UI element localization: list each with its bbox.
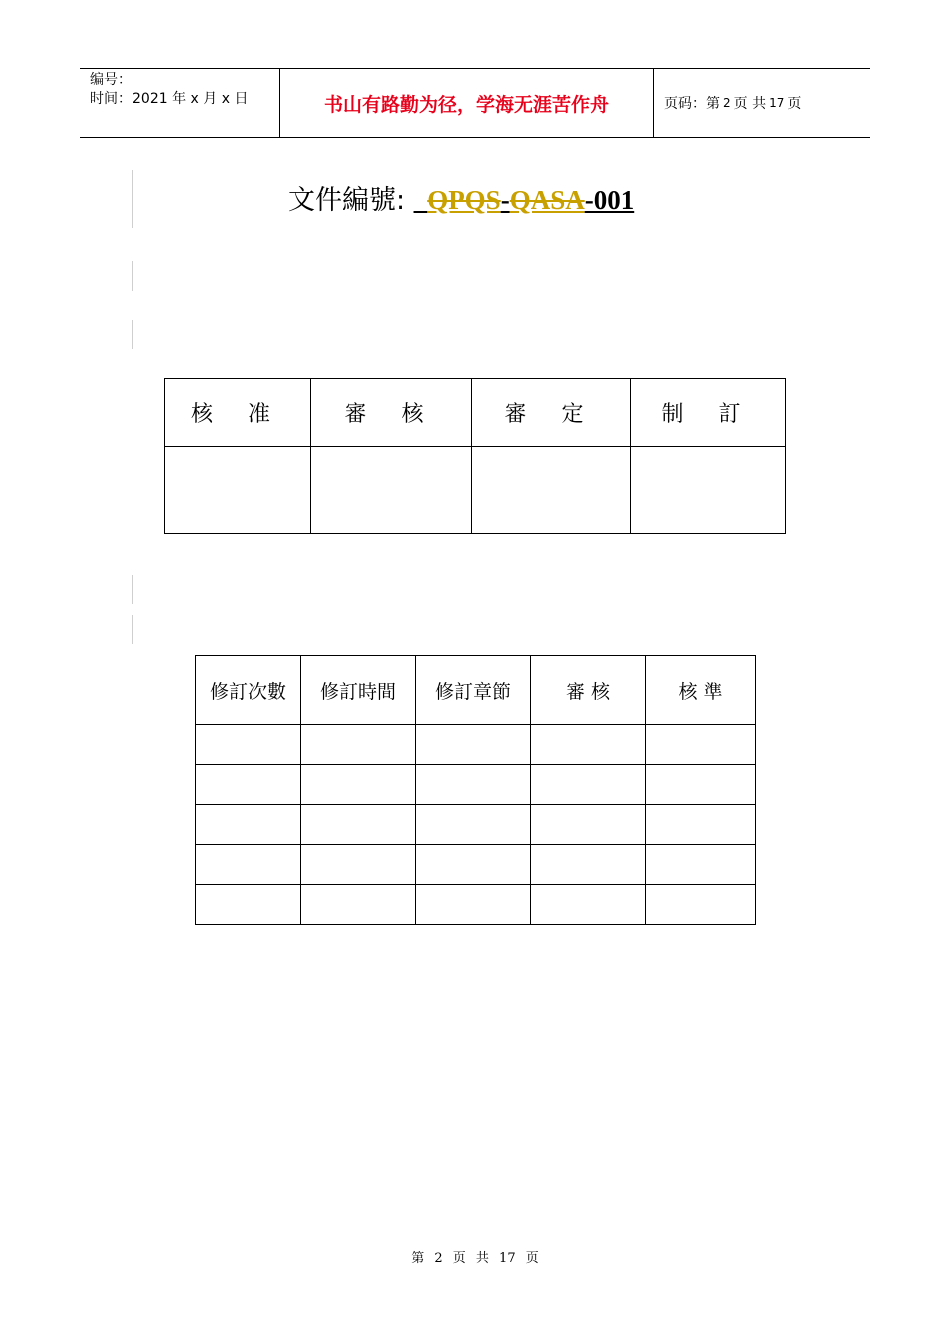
- revision-cell: [646, 845, 756, 885]
- approval-cell: [165, 447, 311, 534]
- revision-cell: [196, 725, 301, 765]
- document-number: [288, 183, 634, 218]
- code-suffix: -001: [584, 185, 635, 215]
- revision-cell: [196, 765, 301, 805]
- approval-cell: [311, 447, 472, 534]
- margin-mark: [132, 575, 133, 604]
- revision-cell: [301, 725, 416, 765]
- revision-cell: [416, 765, 531, 805]
- approval-header: 審 核: [311, 379, 472, 447]
- header-meta: [80, 69, 280, 137]
- revision-cell: [531, 765, 646, 805]
- revision-cell: [416, 885, 531, 925]
- approval-table: [164, 378, 786, 534]
- margin-mark: [132, 615, 133, 644]
- revision-cell: [531, 725, 646, 765]
- revision-cell: [301, 845, 416, 885]
- approval-cell: [631, 447, 786, 534]
- revision-cell: [416, 845, 531, 885]
- page-label: 页码：第: [664, 96, 720, 112]
- revision-cell: [301, 805, 416, 845]
- approval-header: 審 定: [472, 379, 631, 447]
- time-label: 时间：2021 年 x 月 x 日: [90, 91, 249, 107]
- code-part-b: QASA: [509, 185, 585, 215]
- revision-cell: [301, 765, 416, 805]
- revision-cell: [646, 765, 756, 805]
- approval-header: 核 准: [165, 379, 311, 447]
- number-label: 编号：: [90, 72, 132, 88]
- revision-cell: [531, 845, 646, 885]
- header-motto: 书山有路勤为径，学海无涯苦作舟: [323, 93, 609, 116]
- revision-cell: [416, 805, 531, 845]
- revision-cell: [531, 885, 646, 925]
- margin-mark: [132, 170, 133, 228]
- revision-cell: [196, 885, 301, 925]
- revision-table: [195, 655, 756, 925]
- approval-header: 制 訂: [631, 379, 786, 447]
- revision-cell: [531, 805, 646, 845]
- revision-header: 修訂時間: [301, 656, 416, 725]
- page-total: 17: [769, 96, 785, 110]
- header-page-info: [654, 69, 870, 137]
- header-motto-cell: [280, 69, 654, 137]
- approval-cell: [472, 447, 631, 534]
- page-end: 页: [787, 96, 802, 112]
- revision-cell: [646, 805, 756, 845]
- revision-cell: [646, 725, 756, 765]
- revision-header: 核 準: [646, 656, 756, 725]
- page-current: 2: [723, 96, 731, 110]
- document-number-label: 文件編號:: [288, 185, 414, 216]
- page-footer: 第 2 页 共 17 页: [411, 1251, 539, 1266]
- margin-mark: [132, 261, 133, 291]
- page-header: [80, 68, 870, 138]
- revision-cell: [196, 845, 301, 885]
- revision-header: 修訂章節: [416, 656, 531, 725]
- revision-cell: [646, 885, 756, 925]
- code-part-a: QPQS: [427, 185, 501, 215]
- revision-cell: [416, 725, 531, 765]
- page-mid: 页 共: [733, 96, 767, 112]
- revision-cell: [301, 885, 416, 925]
- margin-mark: [132, 320, 133, 349]
- revision-header: 修訂次數: [196, 656, 301, 725]
- code-prefix: _: [413, 185, 428, 215]
- revision-cell: [196, 805, 301, 845]
- code-dash: -: [500, 185, 510, 215]
- revision-header: 審 核: [531, 656, 646, 725]
